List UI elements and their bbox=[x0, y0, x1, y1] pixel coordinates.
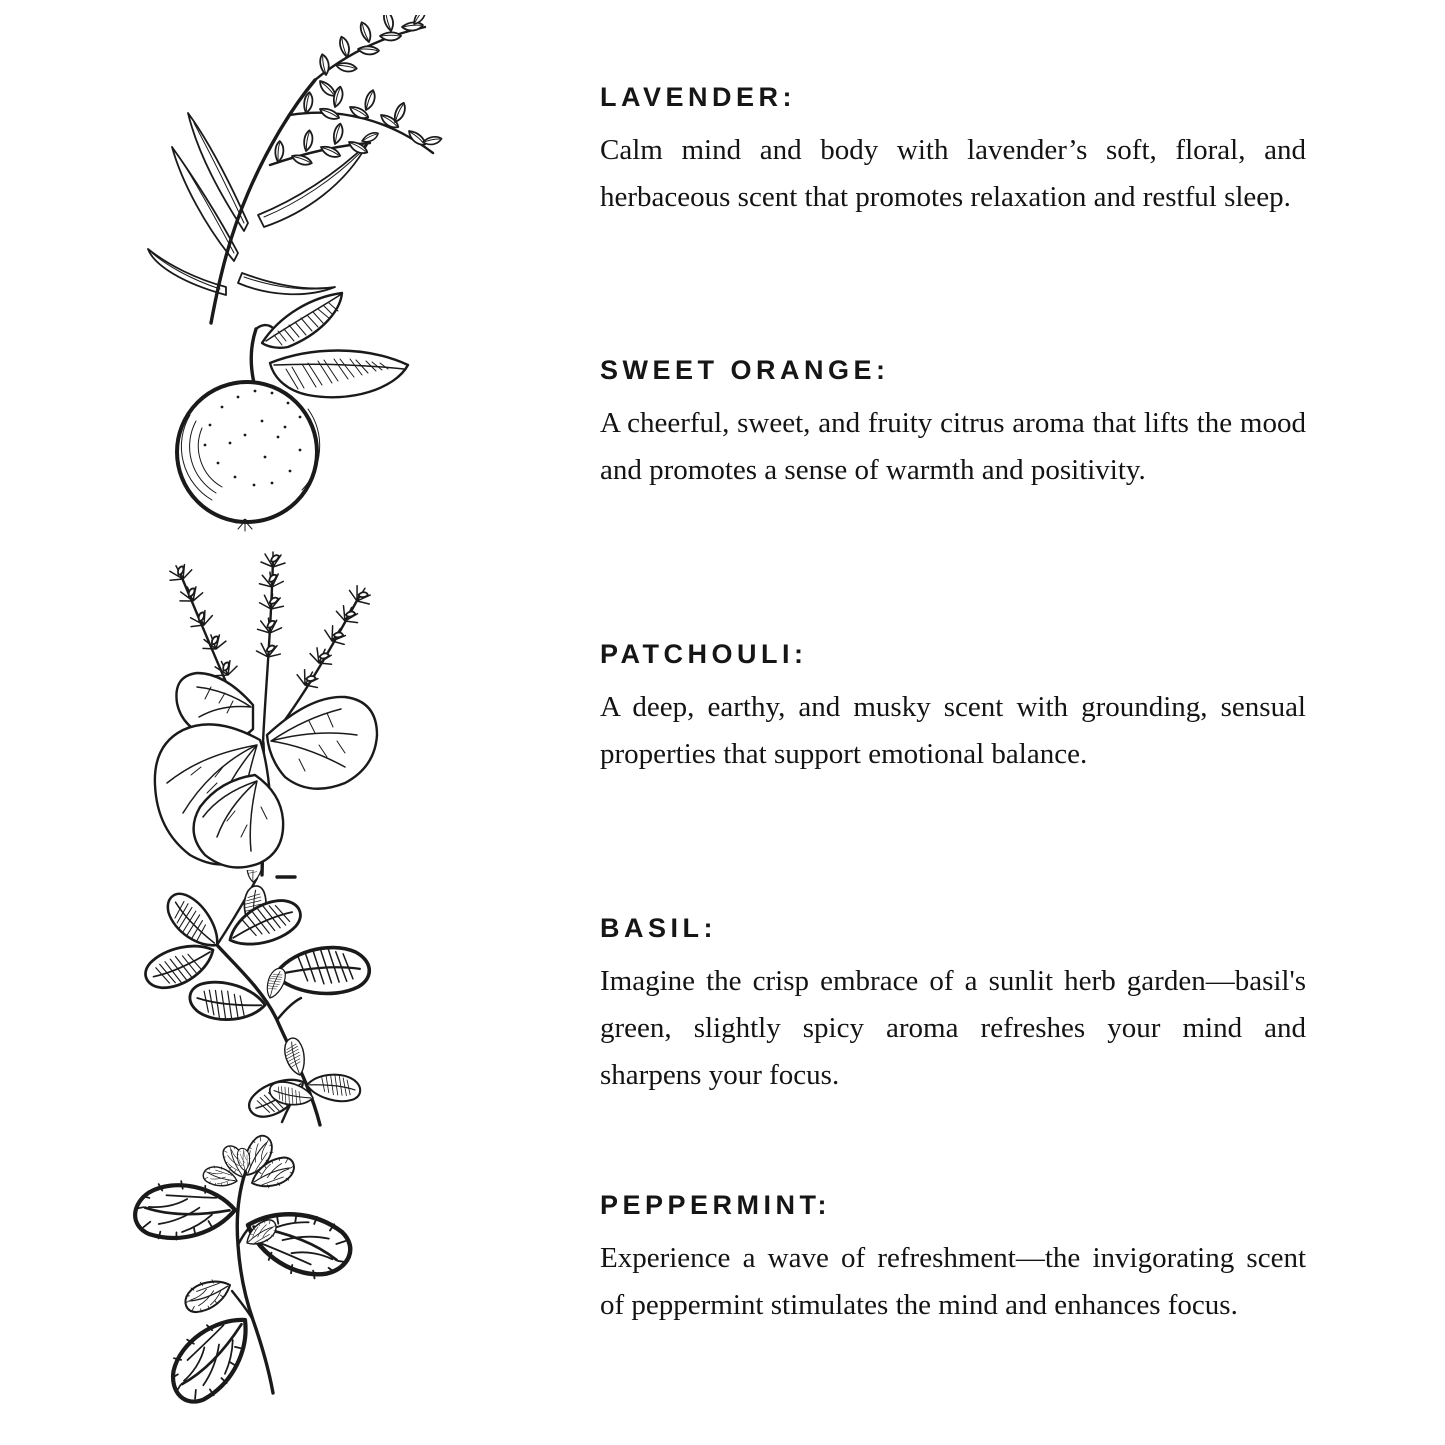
patchouli-illustration bbox=[105, 545, 455, 885]
basil-sprig-icon bbox=[135, 870, 435, 1135]
section-title: PEPPERMINT: bbox=[600, 1190, 832, 1220]
section-description: Calm mind and body with lavender’s soft, floral, and herbaceous scent that promotes relaxation and restful sleep. bbox=[600, 133, 1306, 213]
section-title: SWEET ORANGE: bbox=[600, 355, 890, 385]
section-description: A cheerful, sweet, and fruity citrus aroma that lifts the mood and promotes a sense of warmth and positivity. bbox=[600, 406, 1306, 486]
section-title: BASIL: bbox=[600, 913, 717, 943]
peppermint-sprig-icon bbox=[110, 1125, 440, 1415]
peppermint-illustration bbox=[110, 1125, 440, 1420]
orange-fruit-icon bbox=[150, 285, 470, 535]
lavender-sprig-icon bbox=[130, 15, 470, 330]
basil-illustration bbox=[135, 870, 435, 1140]
patchouli-plant-icon bbox=[105, 545, 455, 880]
section-title: PATCHOULI: bbox=[600, 639, 808, 669]
section-description: Imagine the crisp embrace of a sunlit herb garden—basil's green, slightly spicy aroma refreshes your mind and sharpens your focus. bbox=[600, 964, 1306, 1091]
section-description: Experience a wave of refreshment—the invigorating scent of peppermint stimulates the mind and enhances focus. bbox=[600, 1241, 1306, 1321]
orange-illustration bbox=[150, 285, 470, 540]
section-title: LAVENDER: bbox=[600, 82, 797, 112]
section-description: A deep, earthy, and musky scent with grounding, sensual properties that support emotional balance. bbox=[600, 690, 1306, 770]
